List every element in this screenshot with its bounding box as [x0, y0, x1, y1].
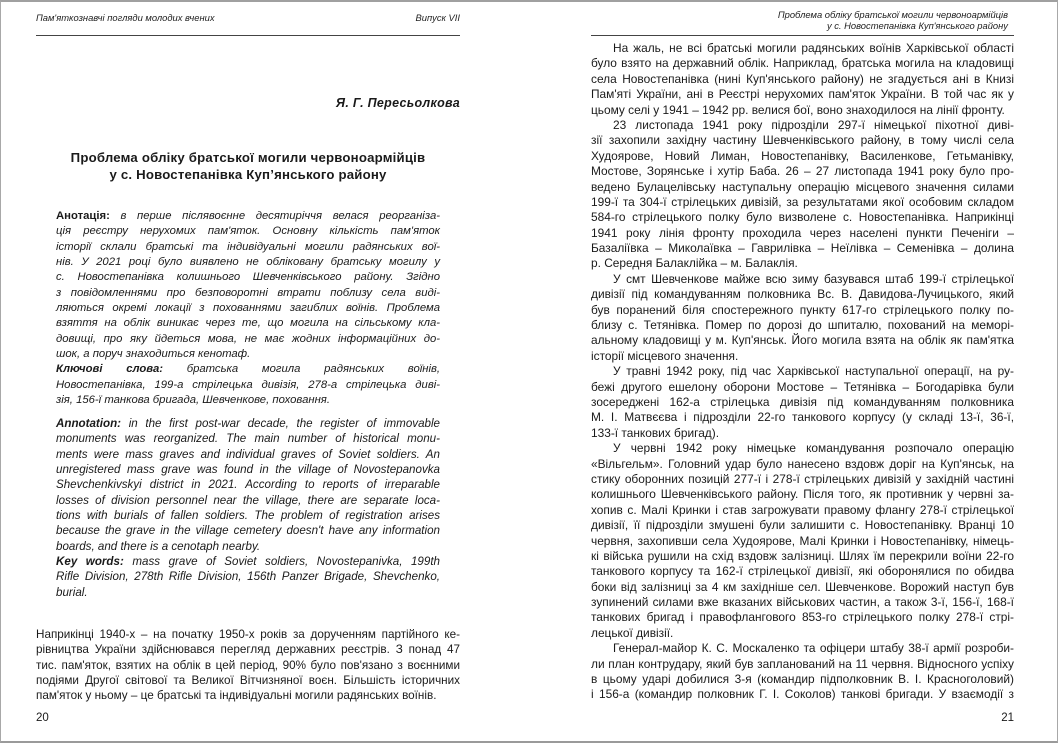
abstract-line: з повідомленнями про безповоротні втрати поблизу села виді- [56, 286, 440, 299]
abstract-line: tions with burials of fallen soldiers. The problem of registration arises [56, 509, 440, 523]
body-line: Мостове, Зорянське і хутір Баба. 26 – 27 листопада 1941 року було про- [591, 164, 1014, 179]
abstract-line: monuments was reorganized. The main number of historical monu- [56, 432, 440, 446]
abstract-line: взяття на облік виникає через те, що могила на сільському кла- [56, 317, 440, 330]
keywords-line: Ключові слова: братська могила радянських воїнів, [56, 363, 440, 376]
right-page [529, 0, 1058, 741]
body-line: близу с. Тетянівка. Помер по дорозі до шпиталю, похований на меморі- [591, 318, 1014, 333]
abstract-line: Анотація: в перше післявоєнне десятиріччя велася реорганіза- [56, 210, 440, 222]
body-line: У червні 1942 року німецьке командування розпочало операцію [613, 441, 1014, 456]
body-line: червня, захопивши села Худоярове, Малі Кринки і Новостепанівку, німець- [591, 533, 1014, 548]
body-line: дивізії, її підрозділи змушені були залишити с. Новостепанівку. Вранці 10 [591, 518, 1014, 533]
journal-title: Пам'яткознавчі погляди молодих вчених [36, 12, 215, 23]
abstract-english [56, 416, 440, 600]
body-line: ведено Булацелівську наступальну операцію місцевого значення силами [591, 179, 1014, 194]
abstract-line: ments were mass graves and individual graves of Soviet soldiers. An [56, 447, 440, 461]
body-line: 199-ї та 304-ї стрілецьких дивізій, за результатами якої особовим складом [591, 194, 1014, 209]
abstract-line: ція реєстру нерухомих пам'яток. Основну кількість пам'яток [56, 225, 440, 238]
body-line: На жаль, не всі братські могили радянських воїнів Харківської області [613, 41, 1014, 55]
body-line: М. І. Матвєєва і підрозділи 22-го танкового корпусу (у складі 13-ї, 36-ї, [591, 410, 1014, 425]
body-line: бежі другого ешелону оборони Мостове – Тетянівка – Богодарівка були [591, 379, 1014, 394]
body-line: і 156-а (командир полковник Г. І. Соколов) танкові бригади. У взаємодії з [591, 687, 1014, 702]
body-line: зосереджені 162-а стрілецька дивізія під командуванням полковника [591, 394, 1014, 409]
body-line: Базаліївка – Миколаївка – Гаврилівка – Неїлівка – Семенівка – долина [591, 241, 1014, 256]
abstract-ukrainian [56, 209, 440, 408]
body-line: У смт Шевченкове майже всю зиму базувався штаб 199-ї стрілецької [613, 271, 1014, 286]
keywords-line: burial. [56, 585, 88, 599]
body-line: «Вільгельм». Головний удар було нанесено вздовж доріг на Куп'янськ, на [591, 456, 1014, 471]
body-line: зії захопили західну частину Шевченківського району, в тому числі села [591, 133, 1014, 148]
title-line: у с. Новостепанівка Куп’янського району [109, 167, 387, 182]
body-line: історії місцевого значення. [591, 348, 739, 363]
abstract-line: шок, а поруч знаходиться кенотаф. [56, 348, 251, 361]
keywords-line: Новостепанівка, 199-а стрілецька дивізія, 278-а стрілецька диві- [56, 378, 440, 391]
keywords-line: Key words: mass grave of Soviet soldiers, Novostepanivka, 199th [56, 555, 440, 569]
body-line: 1941 року лінія фронту проходила через населені пункти Печеніги – [591, 225, 1014, 240]
running-head-right [588, 9, 1008, 31]
article-title [36, 149, 460, 183]
abstract-line: нів. У 2021 році було виявлено не обліковану братську могилу у [56, 256, 440, 269]
body-line: Худоярове, Новий Лиман, Новостепанівку, Василенкове, Гетьманівку, [591, 148, 1014, 163]
body-line: р. Середня Балаклійка – м. Балаклія. [591, 256, 798, 271]
abstract-line: с. Новостепанівка колишнього Шевченківського району. Згідно [56, 271, 440, 284]
body-line: танкового корпусу та 162-ї стрілецької дивізії, які оборонялися по обидва [591, 564, 1014, 579]
left-page [0, 0, 529, 741]
body-line: в цьому ударі добилися 3-я (командир підполковник В. І. Красноголовий) [591, 672, 1014, 687]
body-line: ли план контрудару, який був запланований на 11 червня. Відносного успіху [591, 656, 1014, 671]
body-line: Наприкінці 1940-х – на початку 1950-х років за дорученням партійного ке- [36, 628, 460, 641]
abstract-line: ляються окремі локації з похованнями загиблих воїнів. Проблема [56, 302, 440, 315]
running-head-line: у с. Новостепанівка Куп'янського району [826, 20, 1008, 31]
issue-label: Випуск VII [415, 12, 460, 23]
author-name: Я. Г. Пересьолкова [335, 96, 460, 110]
body-line: 133-ї танкових бригад). [591, 425, 720, 440]
title-line: Проблема обліку братської могили червоноармійців [70, 150, 426, 165]
header-rule [591, 35, 1014, 36]
body-line: У травні 1942 року, під час Харківської наступальної операції, на ру- [613, 364, 1014, 379]
body-line: подіями Другої світової та Великої Вітчизняної воєн. Більшість історичних [36, 673, 460, 687]
abstract-line: because the grave in the village cemetery doesn't have any information [56, 524, 440, 538]
keywords-label: Key words: [56, 555, 124, 569]
annotation-label: Annotation: [56, 417, 122, 430]
body-line: був поранений біля спостережного пункту 617-го стрілецького полку по- [591, 302, 1014, 317]
body-text-left [36, 627, 460, 703]
keywords-line: зія, 156-ї танкова бригада, Шевченкове, поховання. [56, 394, 330, 407]
body-line: боки від залізниці за 4 км західніше сел. Шевченкове. Ворожий наступ був [591, 579, 1014, 594]
body-line: танкових бригад і правофлангового 853-го стрілецького полку 278-ї стрі- [591, 610, 1014, 625]
abstract-line: Shevchenkivskyi district in 2021. According to reports of irreparable [56, 478, 440, 492]
body-line: цьому селі у 1941 – 1942 рр. велися бої, воно знаходилося на лінії фронту. [591, 102, 1005, 117]
keywords-line: Rifle Division, 278th Rifle Division, 156th Panzer Brigade, Shevchenko, [56, 570, 440, 584]
running-head-left [36, 12, 460, 23]
body-line: лецької дивізії. [591, 625, 674, 640]
body-line: стику оборонних позицій 277-ї і 278-ї стрілецьких дивізій у західній частині [591, 471, 1014, 486]
abstract-label: Анотація: [56, 210, 110, 222]
keywords-label: Ключові слова: [56, 363, 163, 376]
body-line: зупинений силами вже вказаних військових частин, а також 3-ї, 156-ї, 168-ї [591, 595, 1014, 610]
header-rule [36, 35, 460, 36]
body-line: дивізії під командуванням полковника Вс. В. Давидова-Лучицького, який [591, 287, 1014, 302]
page-number: 20 [36, 712, 49, 724]
running-head-line: Проблема обліку братської могили червоноармійців [777, 9, 1008, 20]
abstract-line: boards, and there is a cenotaph nearby. [56, 539, 261, 553]
abstract-line: losses of division personnel near the village, there are separate loca- [56, 493, 440, 507]
body-line: хопив с. Малі Кринки і став загрожувати правому флангу 278-ї стрілецької [591, 502, 1014, 517]
abstract-line: довищі, про яку йдеться мова, не має жодних інформаційних до- [56, 332, 440, 345]
abstract-line: Annotation: in the first post-war decade, the register of immovable [56, 417, 440, 430]
body-line: альному кладовищі у м. Куп'янськ. Його могила взята на облік як пам'ятка [591, 333, 1014, 348]
body-line: пам'яток у ньому – це братські та індивідуальні могили радянських воїнів. [36, 689, 437, 703]
body-line: колишнього Шевченківського району. Після того, як противник у червні за- [591, 487, 1014, 502]
body-line: 584-го стрілецького полку було визволене с. Новостепанівка. Наприкінці [591, 210, 1014, 225]
body-line: рівництва України здійснювався перегляд державних реєстрів. З понад 47 [36, 643, 460, 657]
body-line: 23 листопада 1941 року підрозділи 297-ї німецької піхотної диві- [613, 117, 1014, 132]
body-line: села Новостепанівка (нині Куп'янського району) не згадується ані в Книзі [591, 71, 1014, 86]
body-text-right [591, 41, 1014, 703]
body-line: було взято на державний облік. Наприклад, братська могила на кладовищі [591, 56, 1014, 71]
body-line: Генерал-майор К. С. Москаленко та офіцери штабу 38-ї армії розроби- [613, 641, 1014, 656]
page-number: 21 [1001, 712, 1014, 724]
body-line: тис. пам'яток, взятих на облік в цей період, 90% було пов'язано з воєнними [36, 658, 460, 672]
body-line: кі війська рушили на схід вздовж залізниці. Шлях їм перекрили воїни 22-го [591, 548, 1014, 563]
body-line: Пам'яті України, ані в Реєстрі нерухомих пам'яток України. В той час як у [591, 87, 1014, 102]
abstract-line: історії склали братські та індивідуальні могили радянських вої- [56, 240, 440, 253]
abstract-line: unregistered mass grave was found in the village of Novostepanovka [56, 463, 440, 477]
